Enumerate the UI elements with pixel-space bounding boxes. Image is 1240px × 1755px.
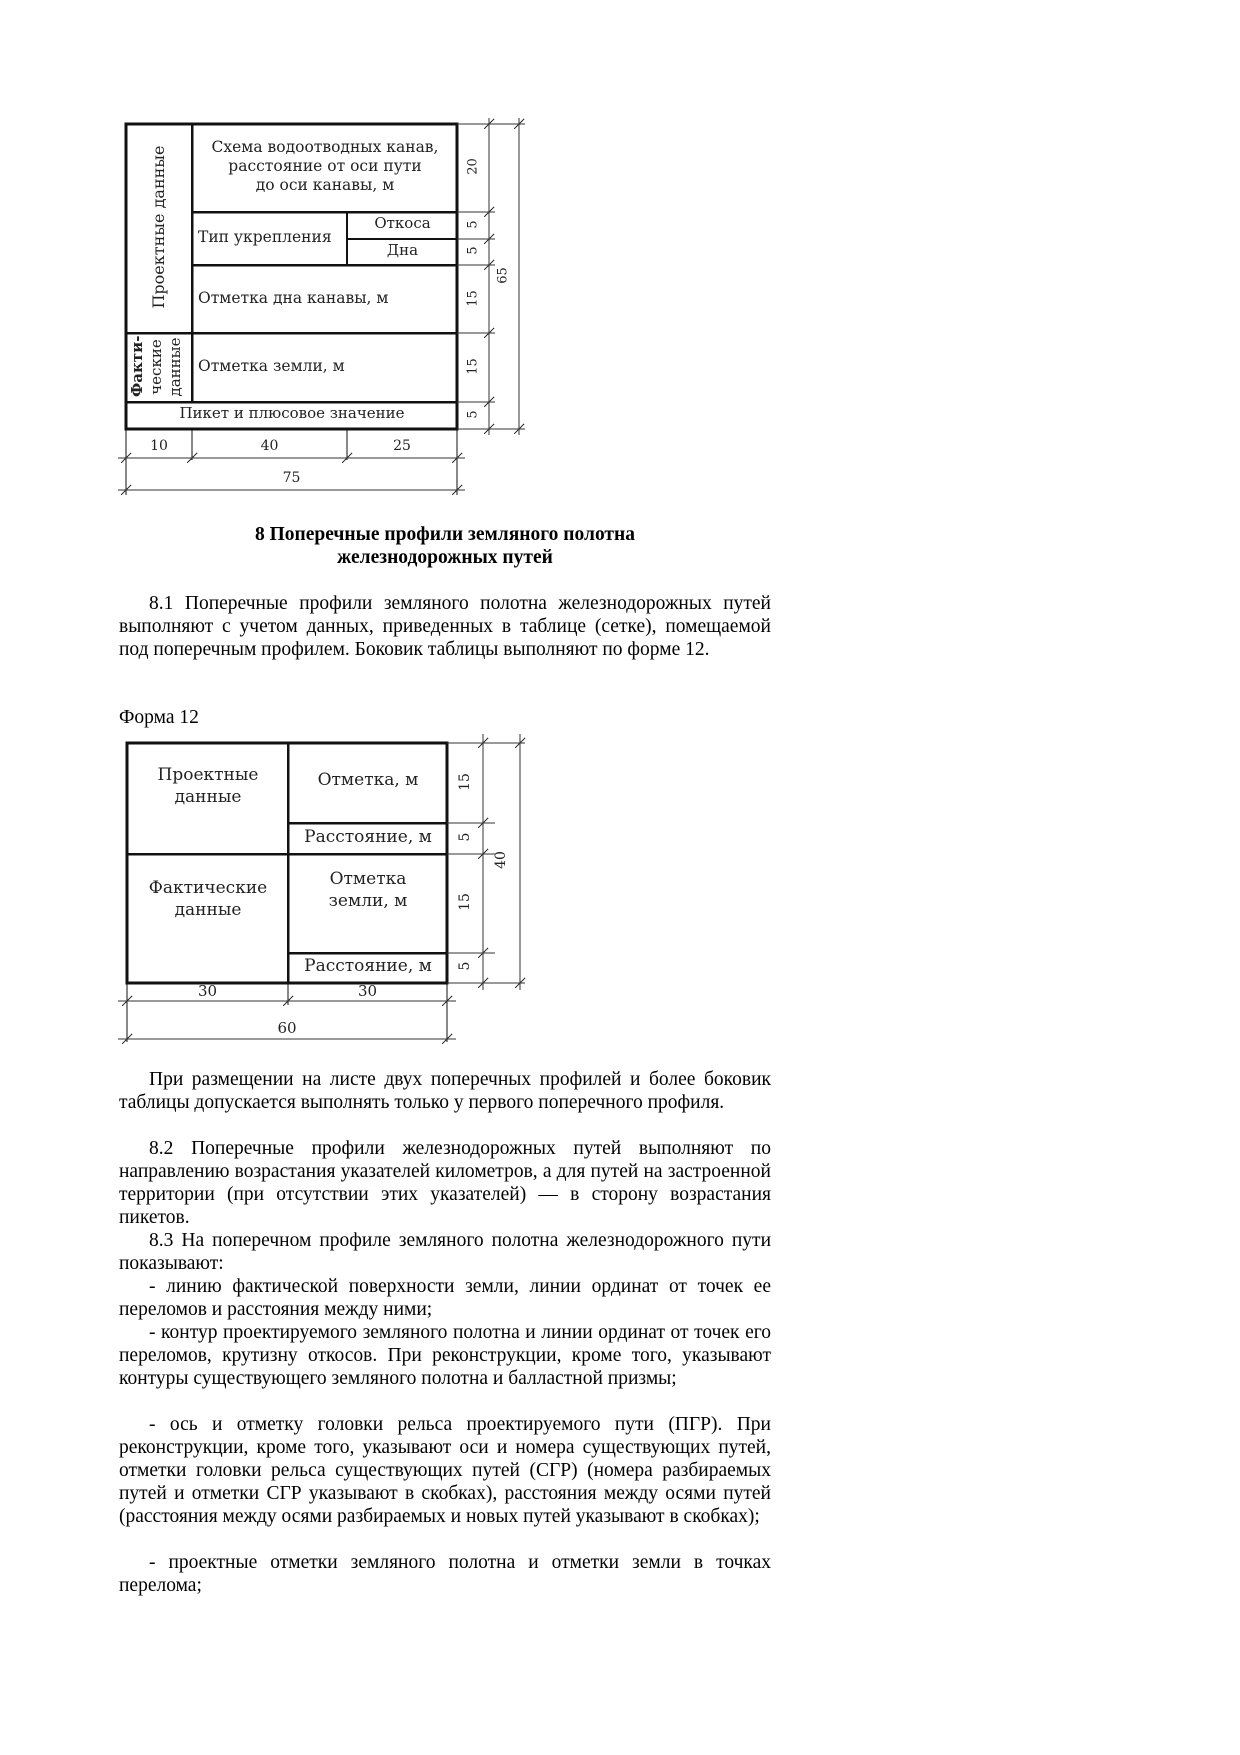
form12-dim-30b: 30 [357,982,378,1000]
dim-25: 25 [393,438,411,454]
dim-10: 10 [150,438,168,454]
paragraph-placement: При размещении на листе двух поперечных профилей и более боковик таблицы допускается выполнять только у первого поперечного профиля. [119,1069,771,1113]
slope-label: Откоса [374,214,431,232]
dim-15a: 15 [465,290,481,307]
actual-label-line2: ческие [147,339,165,395]
list-item-4: - проектные отметки земляного полотна и отметки земли в точках перелома; [119,1552,771,1596]
section-heading [119,523,771,569]
dim-total-75: 75 [282,470,301,486]
ditch-bottom-mark-label: Отметка дна канавы, м [198,289,389,307]
dim-40: 40 [260,438,279,454]
scheme-line3: до оси канавы, м [255,176,395,194]
form12-dim-total-60: 60 [277,1019,297,1037]
ground-mark-label: Отметка земли, м [198,357,345,375]
dim-15b: 15 [465,358,481,375]
ground-line2: земли, м [328,891,408,911]
form12-distance2-label: Расстояние, м [304,956,432,976]
dim-total-65: 65 [495,267,511,284]
scheme-line1: Схема водоотводных канав, [211,138,439,156]
form12-dim-30a: 30 [197,982,218,1000]
actual-label-line1: Факти- [128,335,146,397]
scheme-line2: расстояние от оси пути [228,157,422,175]
actual-label-line3: данные [166,337,184,397]
form12-dim-5a: 5 [457,832,473,842]
ground-line1: Отметка [329,869,407,889]
project-line1: Проектные [157,765,259,785]
form12-ground-mark-label [289,868,447,912]
scheme-label [193,138,457,195]
dim-5c: 5 [465,410,481,419]
side-label-project-data: Проектные данные [149,145,168,309]
form12-diagram [0,720,560,1050]
paragraph-8-2: 8.2 Поперечные профили железнодорожных путей выполняют по направлению возрастания указателей километров, а для путей на застроенной территории (при отсутствии этих указателей) — в сторону возрастания пикетов. [119,1138,771,1228]
heading-line1: 8 Поперечные профили земляного полотна [254,524,635,545]
form12-dim-total-40: 40 [493,851,509,869]
actual-line2: данные [174,900,242,920]
form-12-label: Форма 12 [119,707,199,728]
side-label-actual-data [127,334,191,401]
form12-mark-label: Отметка, м [317,770,419,790]
form12-dim-5b: 5 [457,961,473,971]
form12-distance1-label: Расстояние, м [304,827,432,847]
form12-dim-15a: 15 [457,773,473,791]
form12-project-data-label [128,764,288,808]
project-line2: данные [174,787,242,807]
bottom-label: Дна [386,241,419,259]
dim-5b: 5 [465,246,481,255]
list-item-1: - линию фактической поверхности земли, линии ординат от точек ее переломов и расстояния между ними; [119,1276,771,1320]
actual-line1: Фактические [148,878,268,898]
form12-actual-data-label [128,877,288,921]
list-item-2: - контур проектируемого земляного полотна и линии ординат от точек его переломов, крутизну откосов. При реконструкции, кроме того, указывают контуры существующего земляного полотна и балластной призмы; [119,1322,771,1389]
dim-20: 20 [465,158,481,175]
paragraph-8-3: 8.3 На поперечном профиле земляного полотна железнодорожного пути показывают: [119,1230,771,1274]
list-item-3: - ось и отметку головки рельса проектируемого пути (ПГР). При реконструкции, кроме того, указывают оси и номера существующих путей, отметки головки рельса существующих путей (СГР) (номера разбираемых путей и отметки СГР указывают в скобках), расстояния между осями путей (расстояния между осями разбираемых и новых путей указывают в скобках); [119,1414,771,1527]
picket-label: Пикет и плюсовое значение [179,404,405,422]
paragraph-8-1: 8.1 Поперечные профили земляного полотна железнодорожных путей выполняют с учетом данных, приведенных в таблице (сетке), помещаемой под поперечным профилем. Боковик таблицы выполняют по форме 12. [119,593,771,660]
dim-5a: 5 [465,220,481,229]
reinforcement-type-label: Тип укрепления [198,228,332,246]
form11-diagram [0,0,560,500]
form12-dim-15b: 15 [457,893,473,911]
heading-line2: железнодорожных путей [337,547,553,568]
